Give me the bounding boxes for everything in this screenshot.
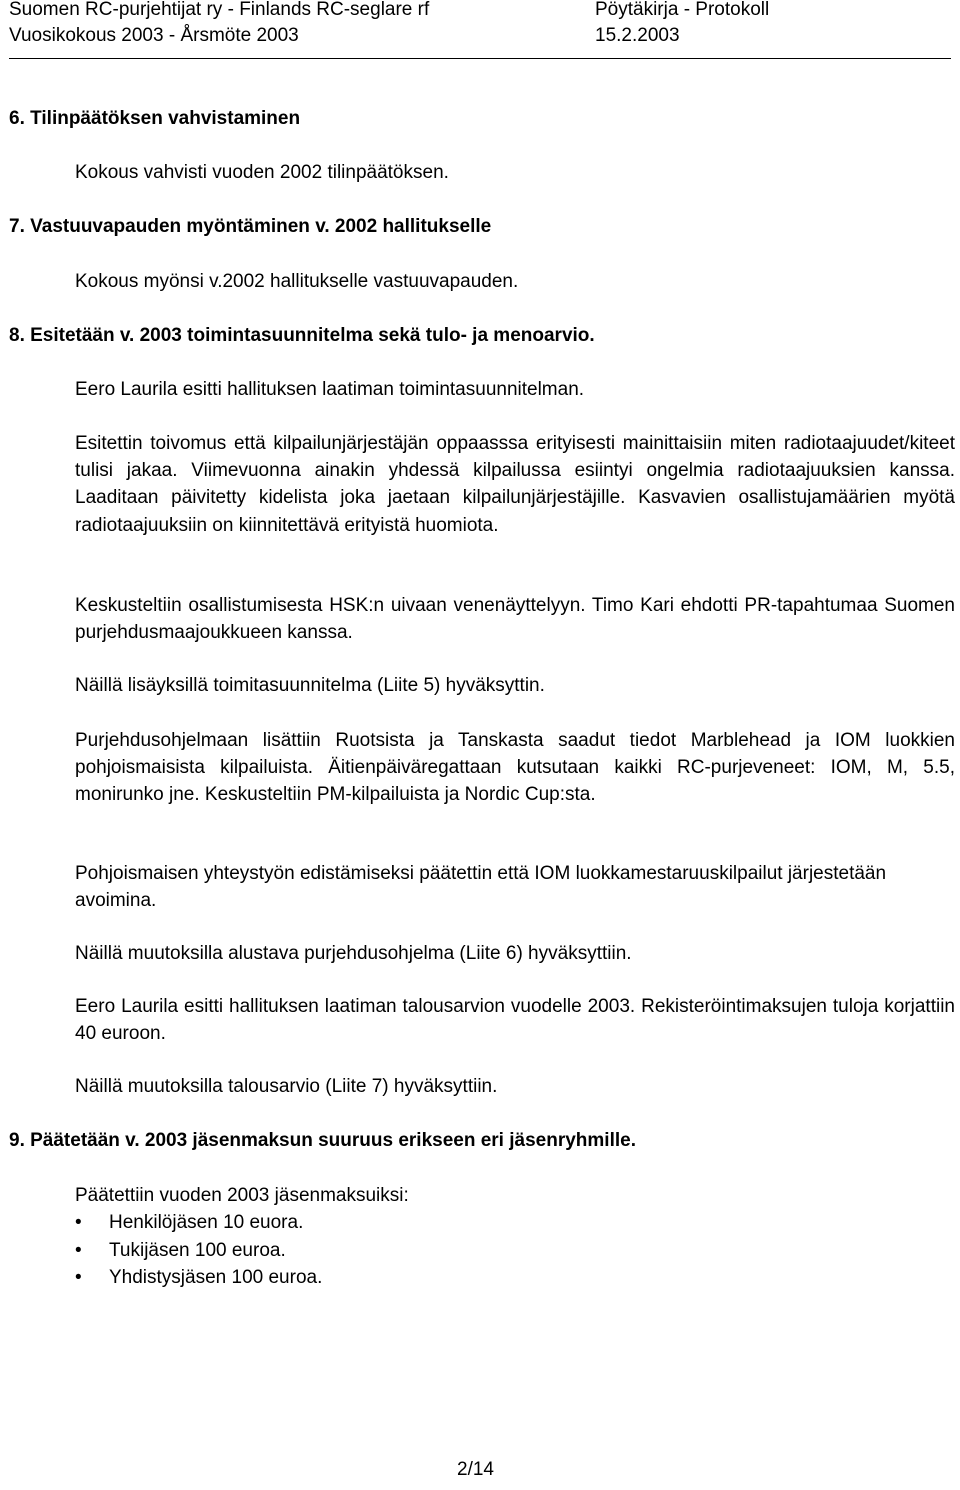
- section-6-text: Kokous vahvisti vuoden 2002 tilinpäätöksen.: [75, 162, 449, 183]
- section-7-text: Kokous myönsi v.2002 hallitukselle vastuuvapauden.: [75, 271, 519, 292]
- section-6-heading: 6. Tilinpäätöksen vahvistaminen: [9, 108, 301, 129]
- section-8-paragraph-5: Purjehdusohjelmaan lisättiin Ruotsista ja Tanskasta saadut tiedot Marblehead ja IOM luokkien pohjoismaisista kilpailuista. Äitienpäiväregattaan kutsutaan kaikki RC-purjeveneet: IOM, M, 5.5, monirunko jne. Keskusteltiin PM-kilpailuista ja Nordic Cup:sta.: [75, 730, 955, 806]
- section-8-paragraph-4: Näillä lisäyksillä toimitasuunnitelma (Liite 5) hyväksyttin.: [75, 675, 545, 696]
- section-8-paragraph-1: Eero Laurila esitti hallituksen laatiman toimintasuunnitelman.: [75, 379, 585, 400]
- page-number: 2/14: [457, 1459, 494, 1480]
- section-8-paragraph-7: Näillä muutoksilla alustava purjehdusohjelma (Liite 6) hyväksyttiin.: [75, 943, 632, 964]
- bullet-icon: •: [75, 1240, 82, 1261]
- header-document-type: Pöytäkirja - Protokoll: [595, 0, 770, 20]
- header-divider: [9, 58, 951, 59]
- header-date: 15.2.2003: [595, 25, 680, 46]
- section-7-heading: 7. Vastuuvapauden myöntäminen v. 2002 hallitukselle: [9, 216, 492, 237]
- bullet-icon: •: [75, 1212, 82, 1233]
- header-organization: Suomen RC-purjehtijat ry - Finlands RC-seglare rf: [9, 0, 430, 20]
- section-9-heading: 9. Päätetään v. 2003 jäsenmaksun suuruus erikseen eri jäsenryhmille.: [9, 1130, 636, 1151]
- section-8-paragraph-8: Eero Laurila esitti hallituksen laatiman talousarvion vuodelle 2003. Rekisteröintimaksujen tuloja korjattiin 40 euroon.: [75, 996, 955, 1045]
- list-item-text: Yhdistysjäsen 100 euroa.: [109, 1267, 323, 1288]
- section-8-paragraph-2: Esitettin toivomus että kilpailunjärjestäjän oppaasssa erityisesti mainittaisiin miten radiotaajuudet/kiteet tulisi jakaa. Viimevuonna ainakin yhdessä kilpailussa esiintyi ongelmia radiotaajuuksien kanssa. Laaditaan päivitetty kidelista joka jaetaan kilpailunjärjestäjille. Kasvavien osallistujamäärien myötä radiotaajuuksiin on kiinnitettävä erityistä huomiota.: [75, 433, 955, 536]
- bullet-icon: •: [75, 1267, 82, 1288]
- list-item: [75, 1211, 303, 1235]
- list-item-text: Henkilöjäsen 10 euora.: [109, 1212, 304, 1233]
- header-meeting: Vuosikokous 2003 - Årsmöte 2003: [9, 25, 299, 46]
- section-9-intro: Päätettiin vuoden 2003 jäsenmaksuiksi:: [75, 1185, 409, 1206]
- list-item-text: Tukijäsen 100 euroa.: [109, 1240, 286, 1261]
- list-item: [75, 1266, 322, 1290]
- section-8-paragraph-3: Keskusteltiin osallistumisesta HSK:n uivaan venenäyttelyyn. Timo Kari ehdotti PR-tapahtumaa Suomen purjehdusmaajoukkueen kanssa.: [75, 595, 955, 644]
- list-item: [75, 1239, 286, 1263]
- section-8-paragraph-9: Näillä muutoksilla talousarvio (Liite 7) hyväksyttiin.: [75, 1076, 498, 1097]
- section-8-paragraph-6: Pohjoismaisen yhteystyön edistämiseksi päätettin että IOM luokkamestaruuskilpailut järjestetään avoimina.: [75, 863, 887, 912]
- section-8-heading: 8. Esitetään v. 2003 toimintasuunnitelma sekä tulo- ja menoarvio.: [9, 325, 595, 346]
